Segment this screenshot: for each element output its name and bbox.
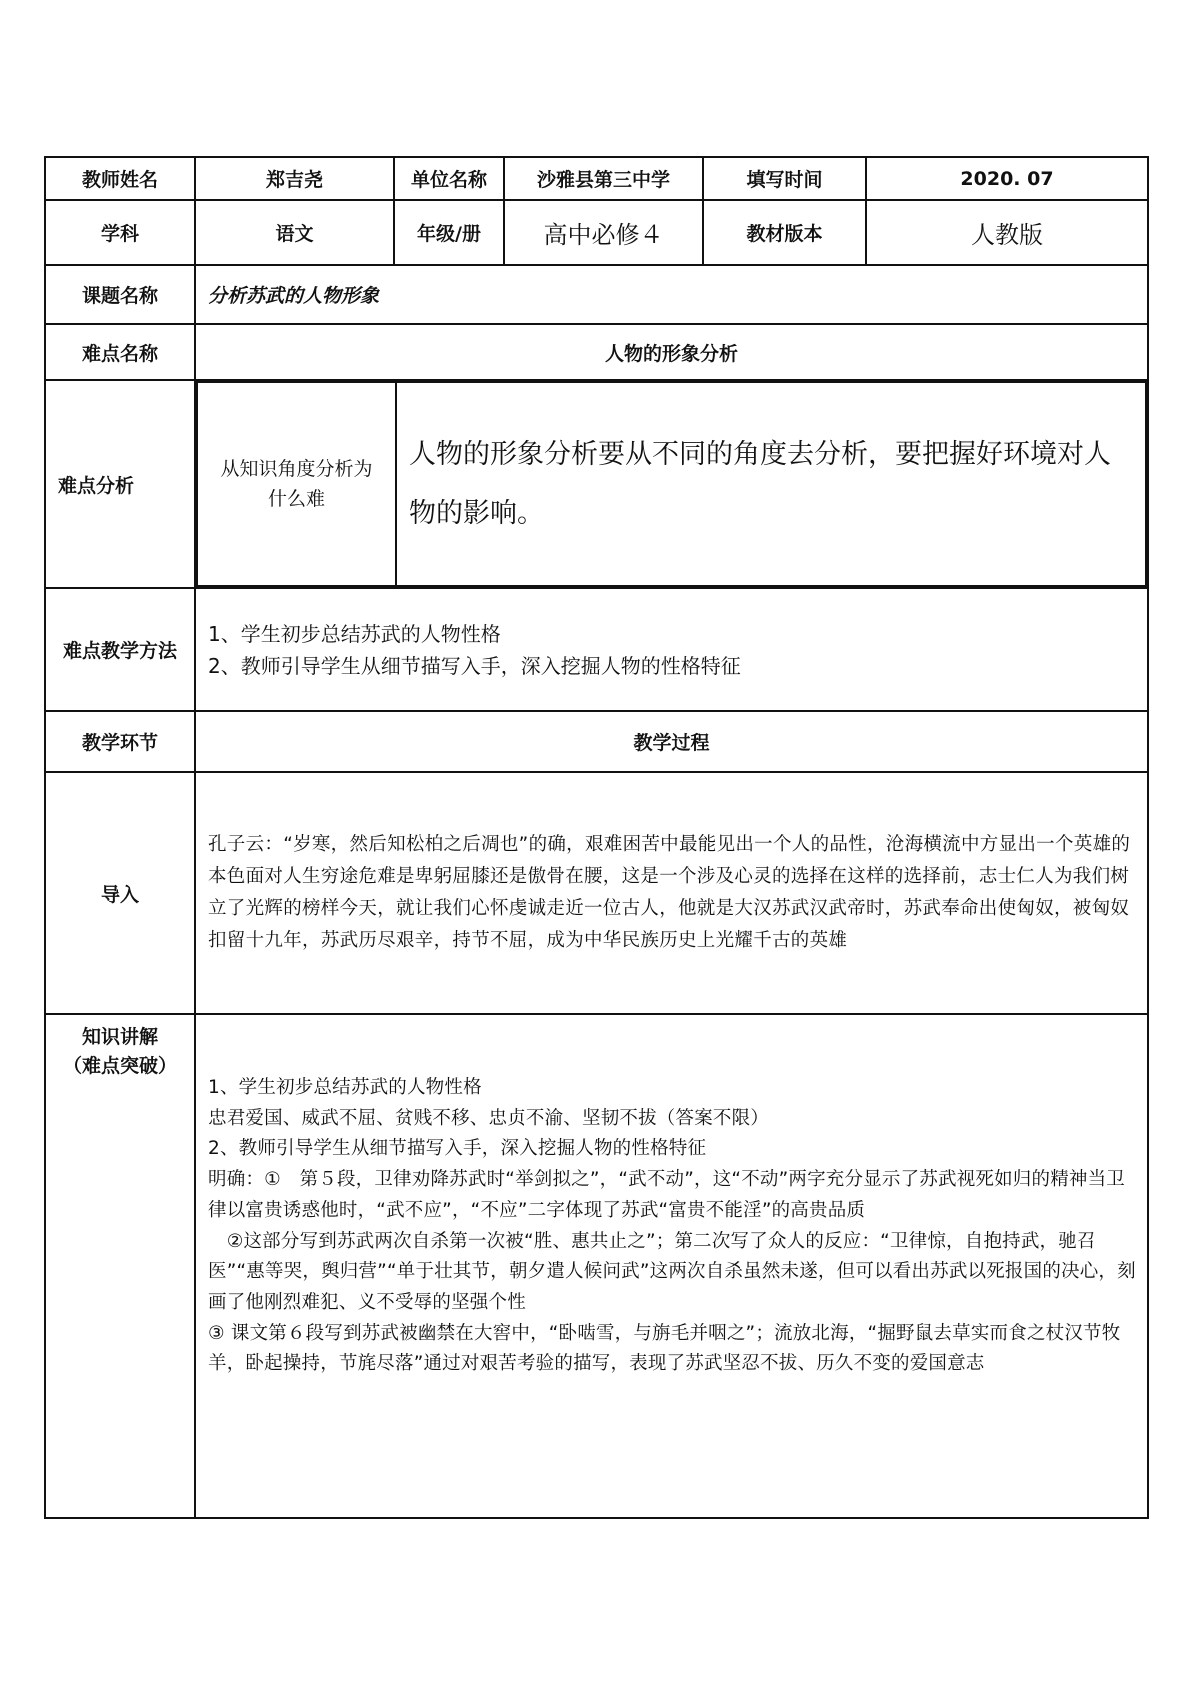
teacher-label: 教师姓名 [45, 157, 195, 200]
subject-value: 语文 [195, 200, 394, 265]
grade-label: 年级/册 [394, 200, 504, 265]
knowledge-body [195, 1014, 1148, 1518]
analysis-sub-label: 从知识角度分析为什么难 [197, 382, 396, 586]
methods-list [195, 588, 1148, 711]
knowledge-paragraph-3: 2、教师引导学生从细节描写入手，深入挖掘人物的性格特征 [208, 1138, 707, 1160]
knowledge-paragraph-1: 1、学生初步总结苏武的人物性格 [208, 1077, 482, 1098]
lesson-plan-form [44, 156, 1147, 1519]
analysis-cell [195, 380, 1148, 588]
methods-label: 难点教学方法 [45, 588, 195, 711]
date-label: 填写时间 [703, 157, 866, 200]
intro-row [45, 772, 1148, 1014]
methods-item-1: 1、学生初步总结苏武的人物性格 [208, 621, 501, 646]
process-label: 教学环节 [45, 711, 195, 772]
knowledge-label [45, 1014, 195, 1518]
methods-row [45, 588, 1148, 711]
unit-label: 单位名称 [394, 157, 504, 200]
knowledge-paragraph-4: 明确：① 第５段，卫律劝降苏武时“举剑拟之”，“武不动”，这“不动”两字充分显示了苏武视死如归的精神当卫律以富贵诱惑他时，“武不应”，“不应”二字体现了苏武“富贵不能淫”的高贵品质 [208, 1169, 1125, 1221]
knowledge-row [45, 1014, 1148, 1518]
edition-value: 人教版 [866, 200, 1148, 265]
analysis-inner [196, 381, 1147, 587]
difficulty-value: 人物的形象分析 [195, 324, 1148, 380]
topic-label: 课题名称 [45, 265, 195, 324]
date-value: 2020. 07 [866, 157, 1148, 200]
process-value: 教学过程 [195, 711, 1148, 772]
analysis-content: 人物的形象分析要从不同的角度去分析，要把握好环境对人物的影响。 [396, 382, 1146, 586]
process-header-row [45, 711, 1148, 772]
header-row-1 [45, 157, 1148, 200]
topic-row [45, 265, 1148, 324]
grade-value: 高中必修４ [504, 200, 703, 265]
edition-label: 教材版本 [703, 200, 866, 265]
header-row-2 [45, 200, 1148, 265]
teacher-value: 郑吉尧 [195, 157, 394, 200]
knowledge-label-line2: （难点突破） [62, 1054, 177, 1077]
intro-label: 导入 [45, 772, 195, 1014]
topic-value: 分析苏武的人物形象 [195, 265, 1148, 324]
methods-item-2: 2、教师引导学生从细节描写入手，深入挖掘人物的性格特征 [208, 653, 741, 678]
subject-label: 学科 [45, 200, 195, 265]
knowledge-paragraph-5: ②这部分写到苏武两次自杀第一次被“胜、惠共止之”；第二次写了众人的反应：“卫律惊，自抱持武，驰召医”“惠等哭，舆归营”“单于壮其节，朝夕遣人候问武”这两次自杀虽然未遂，但可以看出苏武以死报国的决心，刻画了他刚烈难犯、义不受辱的坚强个性 [208, 1230, 1136, 1313]
unit-value: 沙雅县第三中学 [504, 157, 703, 200]
knowledge-label-line1: 知识讲解 [81, 1026, 158, 1048]
form-table [44, 156, 1149, 1519]
analysis-row [45, 380, 1148, 588]
intro-paragraph: 孔子云：“岁寒，然后知松柏之后凋也”的确，艰难困苦中最能见出一个人的品性，沧海横流中方显出一个英雄的本色面对人生穷途危难是卑躬屈膝还是傲骨在腰，这是一个涉及心灵的选择在这样的选择前，志士仁人为我们树立了光辉的榜样今天，就让我们心怀虔诚走近一位古人，他就是大汉苏武汉武帝时，苏武奉命出使匈奴，被匈奴扣留十九年，苏武历尽艰辛，持节不屈，成为中华民族历史上光耀千古的英雄 [208, 834, 1131, 951]
knowledge-paragraph-2: 忠君爱国、威武不屈、贫贱不移、忠贞不渝、坚韧不拔（答案不限） [208, 1107, 770, 1129]
difficulty-label: 难点名称 [45, 324, 195, 380]
analysis-label: 难点分析 [45, 380, 195, 588]
difficulty-row [45, 324, 1148, 380]
knowledge-paragraph-6: ③ 课文第６段写到苏武被幽禁在大窖中，“卧啮雪，与旃毛并咽之”；流放北海，“掘野鼠去草实而食之杖汉节牧羊，卧起操持，节旄尽落”通过对艰苦考验的描写，表现了苏武坚忍不拔、历久不变的爱国意志 [208, 1322, 1121, 1375]
intro-text [195, 772, 1148, 1014]
